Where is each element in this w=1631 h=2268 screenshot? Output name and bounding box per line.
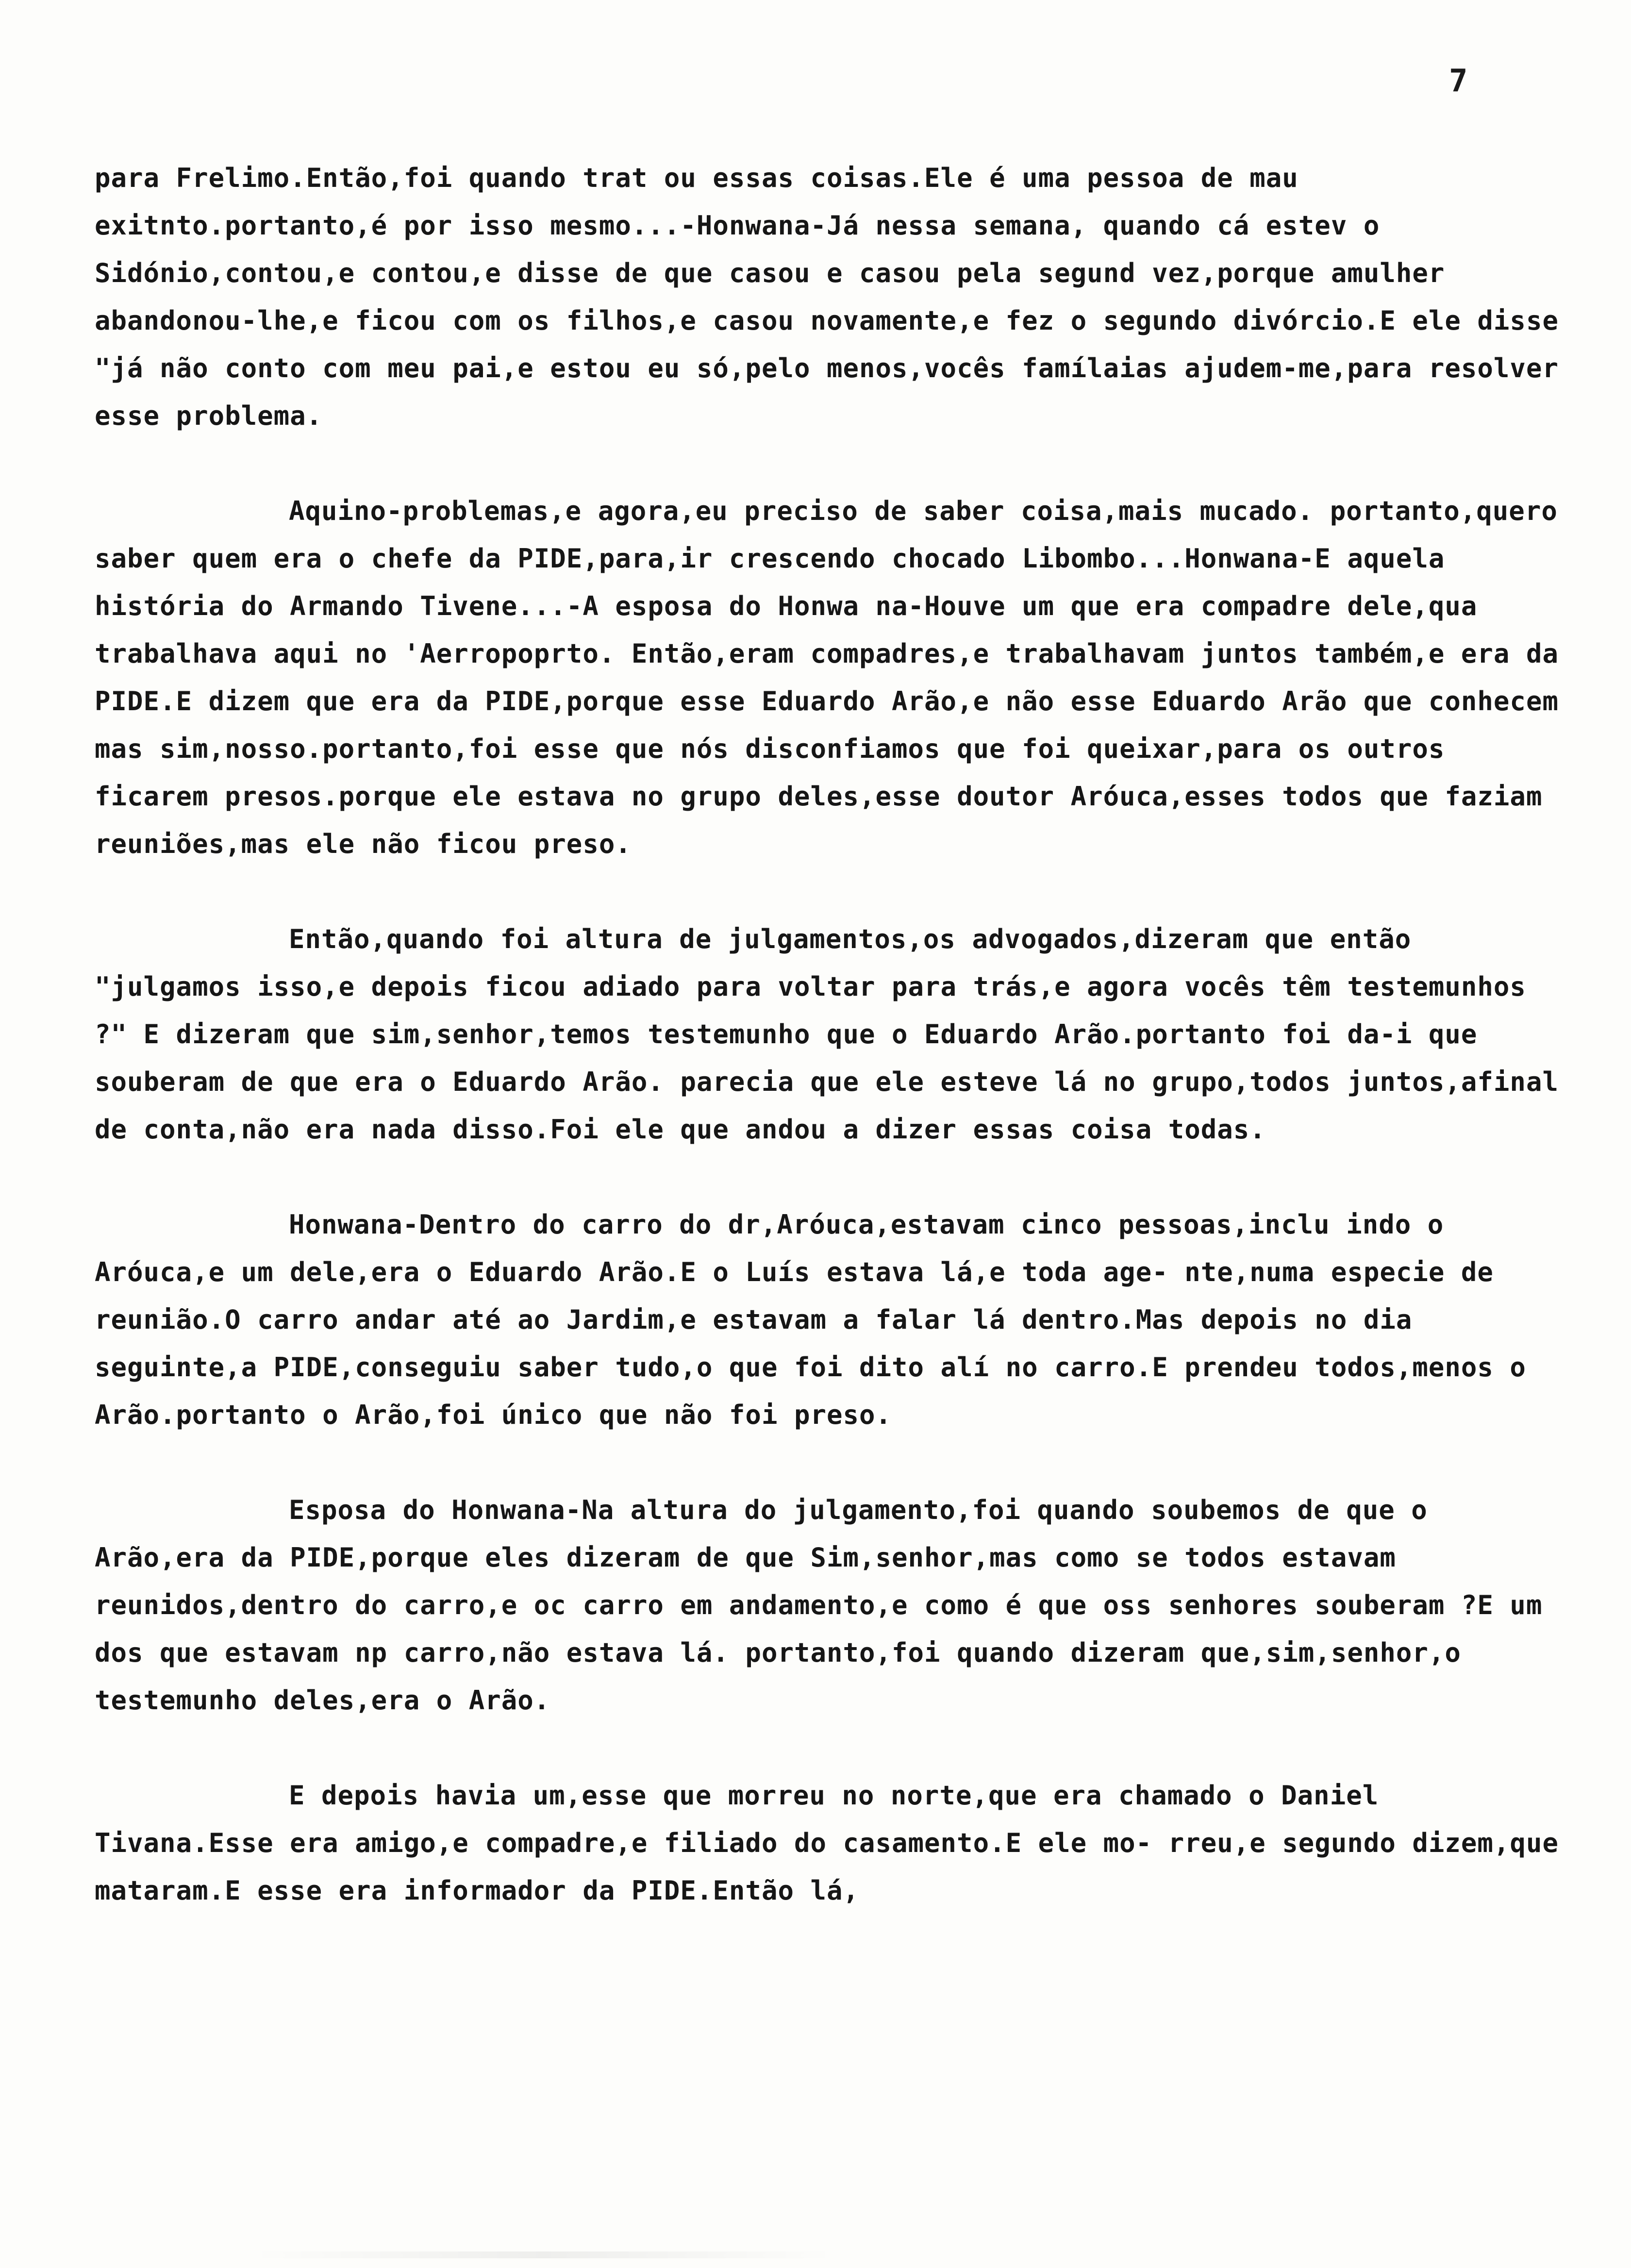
paragraph-6: E depois havia um,esse que morreu no norte,que era chamado o Daniel Tivana.Esse era amigo,e compadre,e filiado do casamento.E ele mo- rreu,e segundo dizem,que mataram.E esse era informador da PIDE.Então lá, <box>95 1780 1559 1906</box>
paragraph-4: Honwana-Dentro do carro do dr,Aróuca,estavam cinco pessoas,inclu indo o Aróuca,e um dele,era o Eduardo Arão.E o Luís estava lá,e toda age- nte,numa especie de reunião.O carro andar até ao Jardim,e estavam a falar lá dentro.Mas depois no dia seguinte,a PIDE,conseguiu saber tudo,o que foi dito alí no carro.E prendeu todos,menos o Arão.portanto o Arão,foi único que não foi preso. <box>95 1209 1526 1430</box>
paragraph-3: Então,quando foi altura de julgamentos,os advogados,dizeram que então "julgamos isso,e depois ficou adiado para voltar para trás,e agora vocês têm testemunhos ?" E dizeram que sim,senhor,temos testemunho que o Eduardo Arão.portanto foi da-i que souberam de que era o Eduardo Arão. parecia que ele esteve lá no grupo,todos juntos,afinal de conta,não era nada disso.Foi ele que andou a dizer essas coisa todas. <box>95 924 1559 1145</box>
paragraph-5: Esposa do Honwana-Na altura do julgamento,foi quando soubemos de que o Arão,era da PIDE,porque eles dizeram de que Sim,senhor,mas como se todos estavam reunidos,dentro do carro,e oc carro em andamento,e como é que oss senhores souberam ?E um dos que estavam np carro,não estava lá. portanto,foi quando dizeram que,sim,senhor,o testemunho deles,era o Arão. <box>95 1495 1543 1716</box>
document-body <box>95 154 1570 1915</box>
page-bottom-shadow <box>252 2251 835 2258</box>
paragraph-2: Aquino-problemas,e agora,eu preciso de saber coisa,mais mucado. portanto,quero saber quem era o chefe da PIDE,para,ir crescendo chocado Libombo...Honwana-E aquela história do Armando Tivene...-A esposa do Honwa na-Houve um que era compadre dele,qua trabalhava aqui no 'Aerropoprto. Então,eram compadres,e trabalhavam juntos também,e era da PIDE.E dizem que era da PIDE,porque esse Eduardo Arão,e não esse Eduardo Arão que conhecem mas sim,nosso.portanto,foi esse que nós disconfiamos que foi queixar,para os outros ficarem presos.porque ele estava no grupo deles,esse doutor Aróuca,esses todos que faziam reuniões,mas ele não ficou preso. <box>95 496 1559 859</box>
paragraph-1: para Frelimo.Então,foi quando trat ou essas coisas.Ele é uma pessoa de mau exitnto.portanto,é por isso mesmo...-Honwana-Já nessa semana, quando cá estev o Sidónio,contou,e contou,e disse de que casou e casou pela segund vez,porque amulher abandonou-lhe,e ficou com os filhos,e casou novamente,e fez o segundo divórcio.E ele disse "já não conto com meu pai,e estou eu só,pelo menos,vocês famílaias ajudem-me,para resolver esse problema. <box>95 163 1559 431</box>
page-number: 7 <box>1449 63 1468 99</box>
